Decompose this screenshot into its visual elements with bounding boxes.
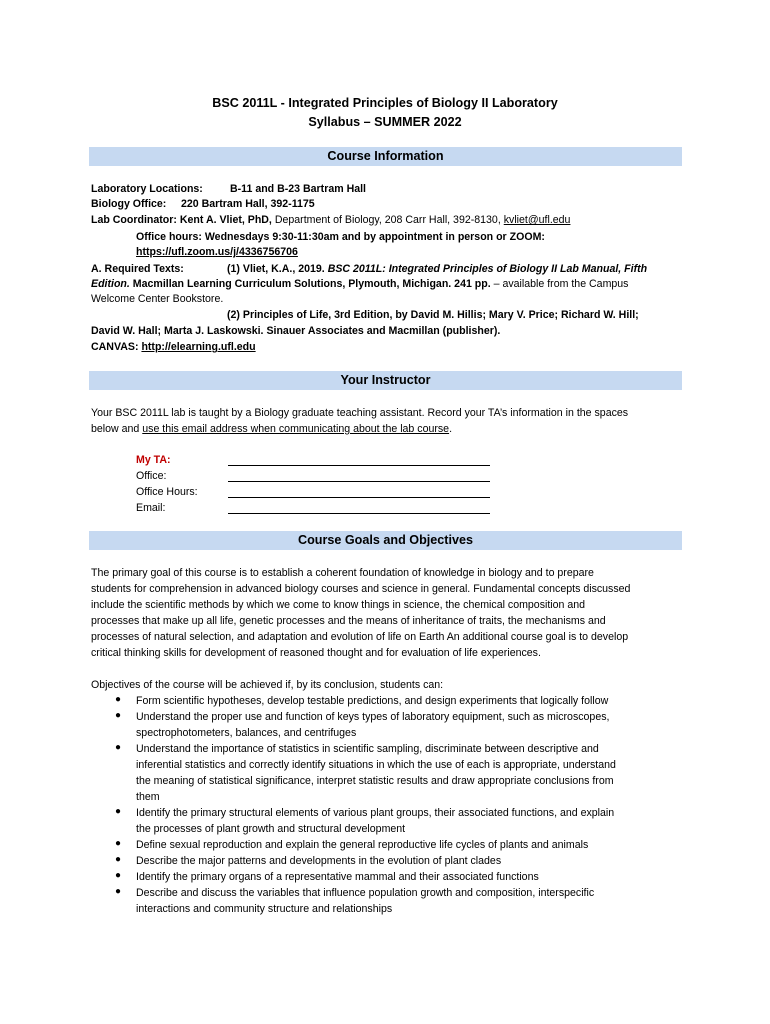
coordinator-value: Department of Biology, 208 Carr Hall, 392-8130, [274,214,501,226]
objective-line: Identify the primary structural elements of various plant groups, their associated functions, and explain [136,807,615,819]
ta-name-blank[interactable] [228,453,490,466]
objectives-intro: Objectives of the course will be achieved if, by its conclusion, students can: [91,679,444,691]
instructor-email-note: use this email address when communicating about the lab course [142,423,450,435]
bullet-icon: ● [115,886,122,897]
required-texts-label: A. Required Texts: [91,263,184,275]
bio-office-label: Biology Office: [91,198,167,210]
objective-line: Understand the proper use and function of keys types of laboratory equipment, such as microscopes, [136,711,610,723]
bullet-icon: ● [115,838,122,849]
instructor-intro-1: Your BSC 2011L lab is taught by a Biology graduate teaching assistant. Record your TA’s information in the spaces [91,407,629,419]
text2-line1: (2) Principles of Life, 3rd Edition, by David M. Hillis; Mary V. Price; Richard W. Hill; [227,309,639,321]
objective-line: Describe the major patterns and developments in the evolution of plant clades [136,855,502,867]
objective-line: spectrophotometers, balances, and centrifuges [136,727,357,739]
text2-line2: David W. Hall; Marta J. Laskowski. Sinauer Associates and Macmillan (publisher). [91,325,501,337]
objective-line: interactions and community structure and relationships [136,903,393,915]
canvas-link[interactable]: http://elearning.ufl.edu [141,341,256,353]
title-line-2: Syllabus – SUMMER 2022 [308,115,462,129]
lab-locations-label: Laboratory Locations: [91,183,203,195]
text1-title: BSC 2011L: Integrated Principles of Biology II Lab Manual, Fifth [327,263,648,275]
bullet-icon: ● [115,742,122,753]
text1-availability-2: Welcome Center Bookstore. [91,293,224,305]
office-hours: Office hours: Wednesdays 9:30-11:30am and by appointment in person or ZOOM: [136,231,545,243]
objective-line: them [136,791,160,803]
objective-line: the processes of plant growth and structural development [136,823,406,835]
text1-line1 [227,262,647,277]
coordinator-email-link[interactable]: kvliet@ufl.edu [503,214,571,226]
text1-line2 [91,277,628,292]
instructor-intro-suffix: . [449,423,453,435]
title-line-1: BSC 2011L - Integrated Principles of Biology II Laboratory [212,96,558,110]
goals-heading: Course Goals and Objectives [89,531,682,550]
canvas-label: CANVAS: [91,341,139,353]
instructor-intro-2 [91,422,452,437]
goals-para-line: processes that make up all life, genetic processes and the means of inheritance of traits, the mechanisms and [91,615,606,627]
coordinator-label: Lab Coordinator: Kent A. Vliet, PhD, [91,214,272,226]
objective-line: the meaning of statistical significance, interpret statistic results and draw appropriate conclusions from [136,775,614,787]
text1-prefix: (1) Vliet, K.A., 2019. [227,263,325,275]
goals-para-line: The primary goal of this course is to establish a coherent foundation of knowledge in biology and to prepare [91,567,594,579]
lab-locations-value: B-11 and B-23 Bartram Hall [230,183,367,195]
goals-para-line: critical thinking skills for development of reasoned thought and for evaluation of life experiences. [91,647,541,659]
bullet-icon: ● [115,710,122,721]
ta-office-hours-label: Office Hours: [136,486,198,498]
bullet-icon: ● [115,854,122,865]
objective-line: Understand the importance of statistics in scientific sampling, discriminate between descriptive and [136,743,599,755]
coordinator-line [91,213,570,228]
course-info-heading: Course Information [89,147,682,166]
bullet-icon: ● [115,806,122,817]
instructor-heading: Your Instructor [89,371,682,390]
objective-line: Describe and discuss the variables that influence population growth and composition, interspecific [136,887,595,899]
ta-email-label: Email: [136,502,166,514]
ta-name-label: My TA: [136,454,171,466]
zoom-link[interactable]: https://ufl.zoom.us/j/4336756706 [136,246,298,258]
text1-edition: Edition. [91,278,130,290]
bullet-icon: ● [115,694,122,705]
ta-office-blank[interactable] [228,469,490,482]
canvas-line [91,340,256,355]
goals-para-line: students for comprehension in advanced biology courses and science in general. Fundamental concepts discussed [91,583,631,595]
instructor-intro-prefix: below and [91,423,140,435]
bio-office-value: 220 Bartram Hall, 392-1175 [181,198,315,210]
ta-office-label: Office: [136,470,167,482]
objective-line: Form scientific hypotheses, develop testable predictions, and design experiments that logically follow [136,695,609,707]
goals-para-line: include the scientific methods by which we come to know things in science, the chemical composition and [91,599,586,611]
text1-availability: – available from the Campus [493,278,629,290]
ta-office-hours-blank[interactable] [228,485,490,498]
text1-publisher: Macmillan Learning Curriculum Solutions, Plymouth, Michigan. 241 pp. [132,278,491,290]
objective-line: Identify the primary organs of a representative mammal and their associated functions [136,871,539,883]
goals-para-line: processes of natural selection, and adaptation and evolution of life on Earth An additional course goal is to develop [91,631,629,643]
objective-line: Define sexual reproduction and explain the general reproductive life cycles of plants and animals [136,839,589,851]
ta-email-blank[interactable] [228,501,490,514]
objective-line: inferential statistics and correctly identify situations in which the use of each is appropriate, understand [136,759,616,771]
bullet-icon: ● [115,870,122,881]
